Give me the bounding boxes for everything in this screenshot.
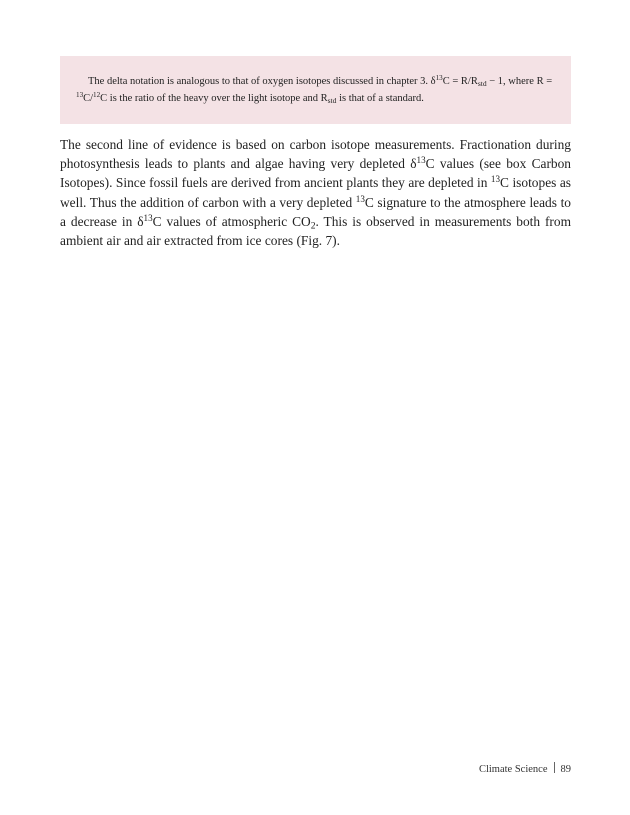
paragraph-text-part: C values (see box Carbon Isotopes). Since fossil fuels are derived from ancient plants they are depleted in (60, 156, 571, 191)
paragraph-text-part: C values of atmospheric CO (152, 213, 311, 229)
paragraph-text-part: C isotopes as well. Thus the addition of carbon with a very depleted (60, 175, 571, 210)
book-title: Climate Science (478, 764, 548, 775)
note-text-part: − 1, where R = (486, 76, 553, 87)
note-text-part: C is the ratio of the heavy over the light isotope and R (100, 93, 328, 104)
footer-divider (554, 762, 555, 773)
superscript: 13 (143, 212, 153, 223)
subscript: 2 (310, 220, 316, 232)
superscript: 13 (355, 193, 365, 204)
paragraph-text-part: The second line of evidence is based on carbon isotope measurements. Fractionation during photosynthesis leads to plants and algae having very depleted δ (60, 137, 571, 172)
note-text (76, 73, 561, 107)
paragraph-text-part: C signature to the atmosphere leads to a decrease in δ (60, 194, 571, 229)
page-number: 89 (560, 764, 571, 775)
superscript: 13 (416, 155, 426, 166)
superscript: 13 (435, 74, 443, 83)
delta-notation-note-box (60, 56, 571, 124)
superscript: 12 (93, 91, 101, 100)
note-text-part: The delta notation is analogous to that of oxygen isotopes discussed in chapter 3. δ (88, 76, 436, 87)
subscript: std (327, 95, 337, 105)
carbon-isotope-paragraph (60, 135, 571, 250)
superscript: 13 (490, 174, 501, 185)
note-text-part: is that of a standard. (336, 93, 424, 104)
note-text-part: C = R/R (442, 76, 478, 87)
paragraph-text-part: . This is observed in measurements both from ambient air and air extracted from ice cores (Fig. 7). (60, 213, 572, 249)
subscript: std (477, 78, 487, 88)
paragraph-text (60, 135, 571, 250)
page-footer (479, 762, 571, 775)
note-text-part: C/ (83, 93, 94, 104)
superscript: 13 (76, 91, 84, 100)
